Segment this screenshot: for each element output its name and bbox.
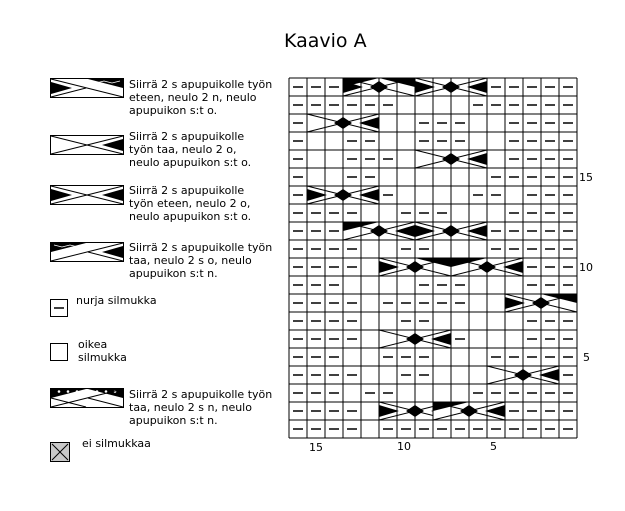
chart-cell — [487, 330, 505, 348]
chart-cell — [451, 312, 469, 330]
chart-cell — [451, 96, 469, 114]
chart-cell — [343, 384, 361, 402]
chart-cell — [469, 240, 487, 258]
chart-cell — [469, 132, 487, 150]
legend-text-5: nurja silmukka — [76, 294, 157, 307]
col-label-10: 10 — [397, 440, 411, 453]
chart-cell — [397, 114, 415, 132]
legend-text-7: Siirrä 2 s apupuikolle työn taa, neulo 2 s n, neulo apupuikon s:t n. — [129, 388, 273, 427]
chart-cell — [451, 348, 469, 366]
chart-cell — [307, 132, 325, 150]
row-label-5: 5 — [583, 351, 590, 364]
chart-cell — [397, 168, 415, 186]
chart-cell — [379, 276, 397, 294]
chart-cell — [361, 402, 379, 420]
chart-cell — [379, 114, 397, 132]
row-label-10: 10 — [579, 261, 593, 274]
chart-cell — [487, 276, 505, 294]
chart-cell — [451, 204, 469, 222]
chart-cell — [469, 168, 487, 186]
chart-cell — [469, 204, 487, 222]
chart-cell — [469, 276, 487, 294]
chart-cell — [433, 240, 451, 258]
chart-cell — [361, 312, 379, 330]
chart-cell — [433, 168, 451, 186]
chart-cell — [469, 114, 487, 132]
chart-cell — [487, 204, 505, 222]
chart-cell — [487, 312, 505, 330]
chart-cell — [469, 348, 487, 366]
chart-cell — [433, 366, 451, 384]
chart-cell — [397, 186, 415, 204]
chart-cell — [451, 384, 469, 402]
chart-cell — [415, 384, 433, 402]
row-label-15: 15 — [579, 171, 593, 184]
chart-cell — [433, 384, 451, 402]
chart-cell — [469, 366, 487, 384]
legend-text-1: Siirrä 2 s apupuikolle työn eteen, neulo 2 n, neulo apupuikon s:t o. — [129, 78, 273, 117]
chart-cell — [361, 348, 379, 366]
chart-cell — [487, 150, 505, 168]
chart-cell — [379, 132, 397, 150]
chart-cell — [505, 186, 523, 204]
legend-text-2: Siirrä 2 s apupuikolle työn taa, neulo 2 o, neulo apupuikon s:t o. — [129, 130, 252, 169]
chart-cell — [505, 312, 523, 330]
chart-cell — [379, 366, 397, 384]
chart-cell — [361, 258, 379, 276]
chart-cell — [469, 312, 487, 330]
chart-cell — [307, 168, 325, 186]
chart-cell — [433, 312, 451, 330]
chart-cell — [361, 204, 379, 222]
chart-cell — [505, 330, 523, 348]
chart-cell — [487, 114, 505, 132]
chart-cell — [397, 96, 415, 114]
col-label-15: 15 — [309, 441, 323, 454]
col-label-5: 5 — [490, 440, 497, 453]
chart-cell — [361, 276, 379, 294]
chart-cell — [397, 276, 415, 294]
legend-text-4: Siirrä 2 s apupuikolle työn taa, neulo 2 s o, neulo apupuikon s:t n. — [129, 241, 273, 280]
chart-cell — [451, 186, 469, 204]
chart-cell — [379, 240, 397, 258]
chart-cell — [325, 150, 343, 168]
chart-cell — [469, 294, 487, 312]
chart-cell — [325, 132, 343, 150]
chart-cell — [505, 276, 523, 294]
chart-cell — [379, 168, 397, 186]
legend-text-8: ei silmukkaa — [82, 437, 151, 450]
legend-text-3: Siirrä 2 s apupuikolle työn eteen, neulo 2 o, neulo apupuikon s:t o. — [129, 184, 252, 223]
chart-cell — [433, 96, 451, 114]
chart-cell — [487, 132, 505, 150]
chart-cell — [433, 348, 451, 366]
chart-cell — [433, 186, 451, 204]
chart-cell — [397, 150, 415, 168]
chart-cell — [325, 168, 343, 186]
chart-cell — [415, 186, 433, 204]
chart-cell — [397, 384, 415, 402]
chart-cell — [487, 294, 505, 312]
legend-text-6: oikea silmukka — [78, 338, 127, 364]
chart-cell — [379, 312, 397, 330]
chart-cell — [451, 168, 469, 186]
chart-cell — [361, 294, 379, 312]
chart-cell — [415, 168, 433, 186]
chart-cell — [397, 132, 415, 150]
chart-cell — [469, 330, 487, 348]
chart-cell — [361, 366, 379, 384]
chart-cell — [361, 420, 379, 438]
chart-cell — [379, 204, 397, 222]
chart-title: Kaavio A — [284, 30, 367, 52]
chart-cell — [361, 240, 379, 258]
chart-cell — [343, 348, 361, 366]
chart-cell — [415, 96, 433, 114]
chart-cell — [307, 150, 325, 168]
chart-cell — [343, 276, 361, 294]
chart-cell — [361, 330, 379, 348]
chart-cell — [451, 366, 469, 384]
chart-cell — [451, 240, 469, 258]
